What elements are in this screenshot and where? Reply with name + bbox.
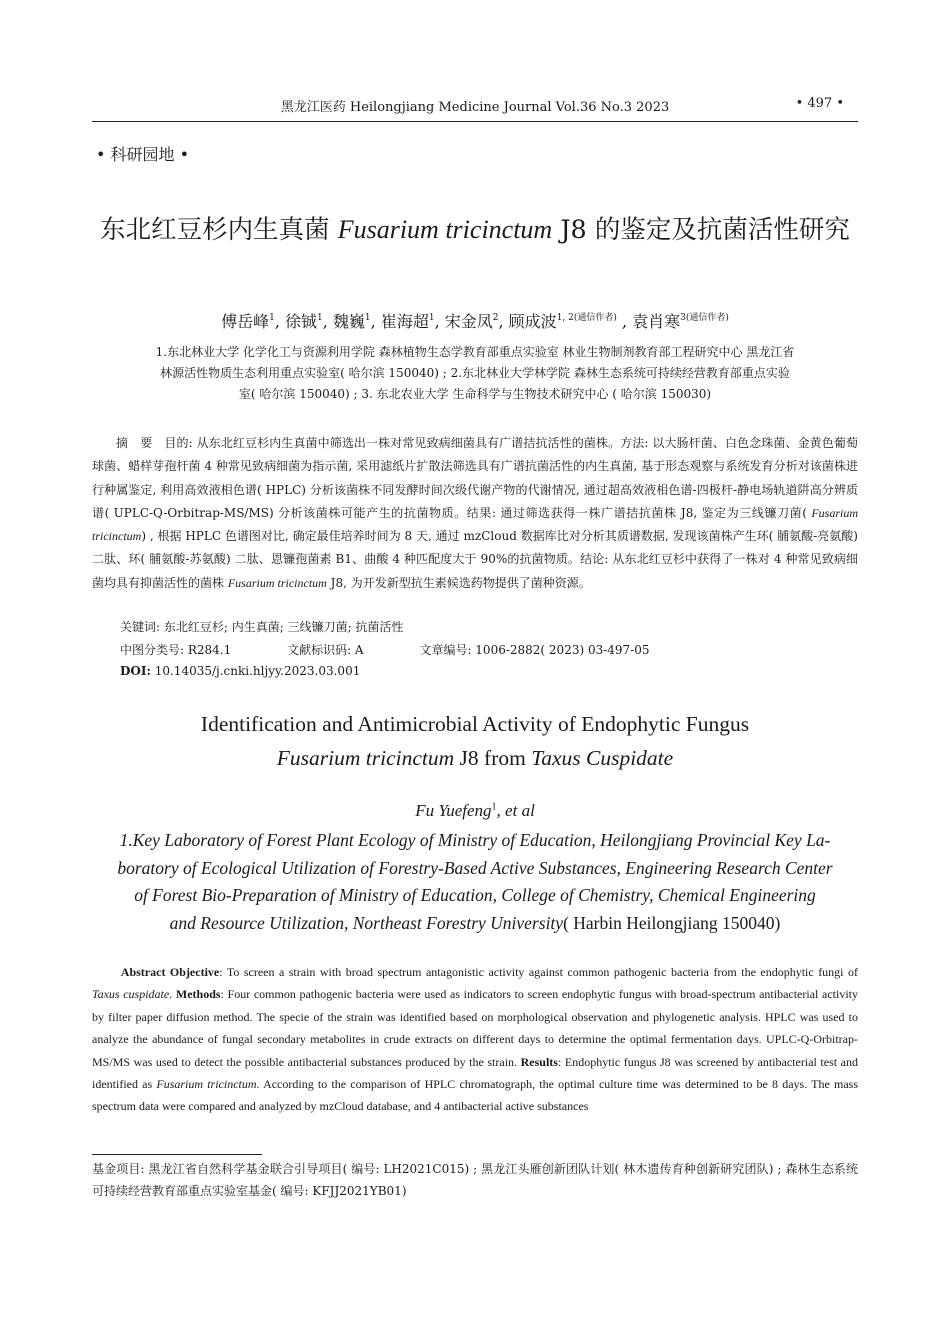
author: 魏巍 [332, 312, 365, 331]
footnote-divider [92, 1154, 262, 1155]
abstract-cn: 摘 要 目的: 从东北红豆杉内生真菌中筛选出一株对常见致病细菌具有广谱拮抗活性的菌株。方法: 以大肠杆菌、白色念珠菌、金黄色葡萄球菌、蜡样芽孢杆菌 4 种常见致病细菌为指示菌, 采用滤纸片扩散法筛选具有广谱抗菌活性的内生真菌, 基于形态观察与系统发育分析对该菌株进行种属鉴定, 利用高效液相色谱( HPLC) 分析该菌株不同发酵时间次级代谢产物的代谢情况, 通过超高效液相色谱-四极杆-静电场轨道阱高分辨质谱( UPLC-Q-Orbitrap-MS/MS) 分析该菌株可能产生的抗菌物质。结果: 通过筛选获得一株广谱拮抗菌株 J8, 鉴定为三线镰刀菌( Fusarium tricinctum) , 根据 HPLC 色谱图对比, 确定最佳培养时间为 8 天, 通过 mzCloud 数据库比对分析其质谱数据, 发现该菌株产生环( 脯氨酸-亮氨酸) 二肽、环( 脯氨酸-苏氨酸) 二肽、恩镰孢菌素 B1、曲酸 4 种匹配度大于 90%的抗菌物质。结论: 从东北红豆杉中获得了一株对 4 种常见致病细菌均具有抑菌活性的菌株 Fusarium tricinctum J8, 为开发新型抗生素候选药物提供了菌种资源。 [92, 436, 858, 590]
article-title-en: Identification and Antimicrobial Activity of Endophytic Fungus Fusarium tricinctum J8 from Taxus Cuspidate [200, 712, 750, 770]
author: 傅岳峰 [221, 312, 270, 331]
author-en: Fu Yuefeng$^1$, et al [415, 801, 535, 820]
journal-title: 黑龙江医药 Heilongjiang Medicine Journal Vol.36 No.3 2023 [280, 100, 670, 115]
keywords: 关键词: 东北红豆杉; 内生真菌; 三线镰刀菌; 抗菌活性 [120, 620, 404, 634]
section-label: • 科研园地 • [96, 145, 190, 164]
running-header [92, 93, 858, 122]
affiliation-en: 1.Key Laboratory of Forest Plant Ecology of Ministry of Education, Heilongjiang Provincial Key La- boratory of Ecological Utilization of Forestry-Based Active Substances, Engineering Research Center of Forest Bio-Preparation of Ministry of Education, College of Chemistry, Chemical Engineering and Resource Utilization, Northeast Forestry University( Harbin Heilongjiang 150040) [117, 830, 833, 933]
author: 宋金凤 [444, 312, 493, 331]
title-species: Fusarium tricinctum [337, 215, 553, 244]
classification-line: 中图分类号: R284.1 文献标识码: A 文章编号: 1006-2882( 2023) 03-497-05 [120, 643, 650, 657]
funding-footnote: 基金项目: 黑龙江省自然科学基金联合引导项目( 编号: LH2021C015) ; 黑龙江头雁创新团队计划( 林木遗传育种创新研究团队) ; 森林生态系统可持续经营教育部重点实验室基金( 编号: KFJJ2021YB01) [92, 1162, 858, 1198]
author: 徐铖 [284, 312, 317, 331]
affiliations-cn: 1.东北林业大学 化学化工与资源利用学院 森林植物生态学教育部重点实验室 林业生物制剂教育部工程研究中心 黑龙江省 林源活性物质生态利用重点实验室( 哈尔滨 150040) ; 2.东北林业大学林学院 森林生态系统可持续经营教育部重点实验 室( 哈尔滨 150040) ; 3. 东北农业大学 生命科学与生物技术研究中心 ( 哈尔滨 150030) [155, 345, 795, 401]
author-list: 傅岳峰$^1$, 徐铖$^1$, 魏巍$^1$, 崔海超$^1$, 宋金凤$^2$, 顾成波$^{1, 2(通信作者)}$ , 袁肖寒$^{3(通信作者)}$ [221, 312, 729, 331]
author: 袁肖寒 [632, 312, 681, 331]
author: 崔海超 [380, 312, 429, 331]
article-title-cn: 东北红豆杉内生真菌 Fusarium tricinctum J8 的鉴定及抗菌活性研究 [100, 215, 850, 245]
page-number: • 497 • [795, 96, 844, 111]
author: 顾成波 [508, 312, 557, 331]
abstract-label: 摘 要 [116, 436, 165, 450]
abstract-en: Abstract Objective: To screen a strain with broad spectrum antagonistic activity against common pathogenic bacteria from the endophytic fungi of Taxus cuspidate. Methods: Four common pathogenic bacteria were used as indicators to screen endophytic fungus with broad-spectrum antibacterial activity by filter paper diffusion method. The specie of the strain was identified based on morphological observation and phylogenetic analysis. HPLC was used to analyze the abundance of fungal secondary metabolites in crude extracts on different days to determine the optimal fermentation days. UPLC-Q-Orbitrap-MS/MS was used to detect the possible antibacterial substances produced by the strain. Results: Endophytic fungus J8 was screened by antibacterial test and identified as Fusarium tricinctum. According to the comparison of HPLC chromatograph, the optimal culture time was determined to be 8 days. The mass spectrum data were compared and analyzed by mzCloud database, and 4 antibacterial active substances [92, 965, 859, 1114]
doi-line: DOI: 10.14035/j.cnki.hljyy.2023.03.001 [120, 664, 361, 678]
